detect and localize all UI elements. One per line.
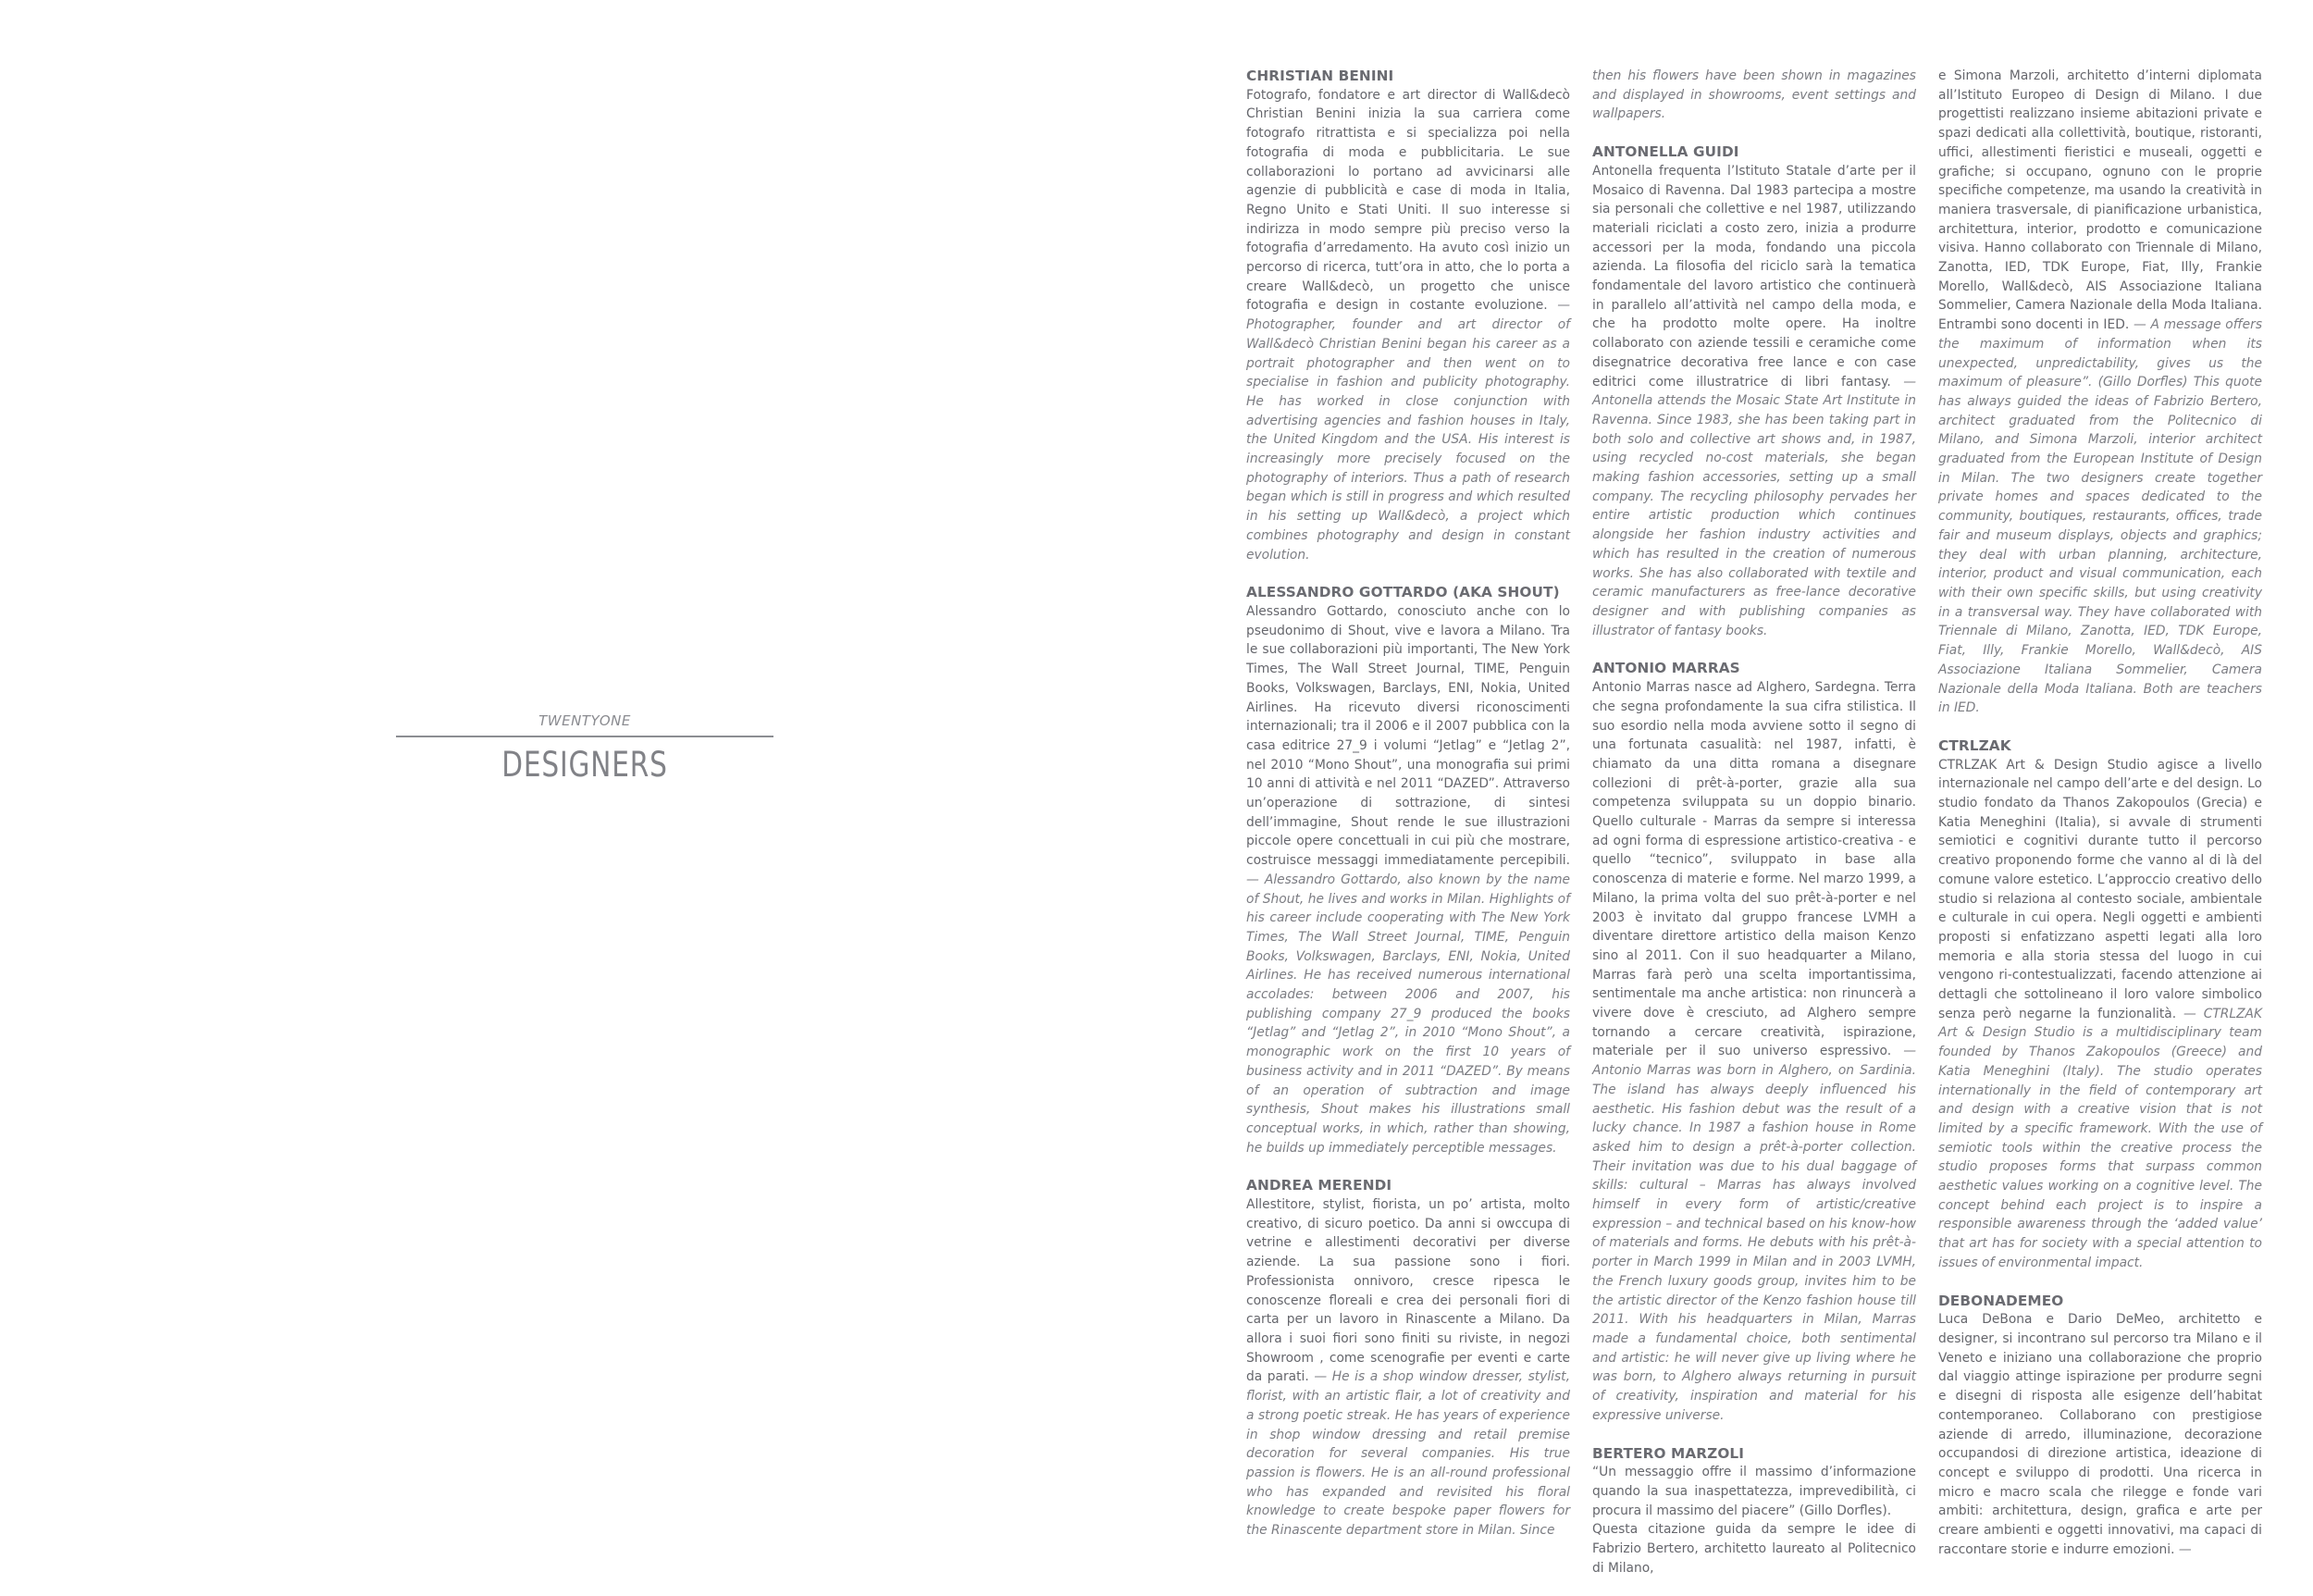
continued-bertero-marzoli	[1938, 67, 2262, 718]
designer-entry-gottardo	[1246, 583, 1570, 1157]
continued-text	[1592, 67, 1916, 124]
bio-italian: Allestitore, stylist, fiorista, un po’ artista, molto creativo, di sicuro poetico. Da anni si owccupa di vetrine e allestimenti decorativi per diverse aziende. La sua passione sono i fiori. Professionista onnivoro, cresce ripesca le conoscenze floreali e crea dei personali fiori di carta per un lavoro in Rinascente a Milano. Da allora i suoi fiori sono finiti su riviste, in negozi Showroom , come scenografie per eventi e carte da parati.	[1246, 1197, 1570, 1385]
designer-bio	[1592, 162, 1916, 641]
bio-english: A message offers the maximum of information when its unexpected, unpredictability, gives us the maximum of pleasure”. (Gillo Dorfles) This quote has always guided the ideas of Fabrizio Bertero, architect graduated from the Politecnico di Milano, and Simona Marzoli, interior architect graduated from the European Institute of Design in Milan. The two designers create together private homes and spaces dedicated to the community, boutiques, restaurants, offices, trade fair and museum displays, objects and graphics; they deal with urban planning, architecture, interior, product and visual communication, each with their own specific skills, but using creativity in a transversal way. They have collaborated with Triennale di Milano, Zanotta, IED, TDK Europe, Fiat, Illy, Frankie Morello, Wall&decò, AIS Associazione Italiana Sommelier, Camera Nazionale della Moda Italiana. Both are teachers in IED.	[1938, 317, 2263, 716]
text-column-2	[1592, 67, 1916, 1596]
text-column-3	[1938, 67, 2262, 1577]
separator-dash: —	[2183, 1006, 2196, 1021]
bio-italian: CTRLZAK Art & Design Studio agisce a livello internazionale nel campo dell’arte e del design. Lo studio fondato da Thanos Zakopoulos (Grecia) e Katia Meneghini (Italia), si avvale di strumenti semiotici e cognitivi durante tutto il percorso creativo proponendo forme che vanno al di là del comune valore estetico. L’approccio creativo dello studio si relaziona al contesto sociale, ambientale e culturale in cui opera. Negli oggetti e ambienti proposti si enfatizzano aspetti legati alla loro memoria e alla storia stessa del luogo in cui vengono ri-contestualizzati, facendo attenzione ai dettagli che sottolineano il loro valore simbolico senza però negarne la funzionalità.	[1938, 757, 2262, 1021]
designer-name: BERTERO MARZOLI	[1592, 1444, 1745, 1462]
designer-quote: “Un messaggio offre il massimo d’informazione quando la sua inaspettatezza, imprevedibilità, ci procura il massimo del piacere” (Gillo Dorfles).	[1592, 1465, 1916, 1518]
bio-english: Antonella attends the Mosaic State Art Institute in Ravenna. Since 1983, she has been taking part in both solo and collective art shows and, in 1987, using recycled no-cost materials, she began making fashion accessories, setting up a small company. The recycling philosophy pervades her entire artistic production which continues alongside her fashion industry activities and which has resulted in the creation of numerous works. She has also collaborated with textile and ceramic manufacturers as free-lance decorative designer and with publishing companies as illustrator of fantasy books.	[1592, 393, 1916, 638]
bio-english: He is a shop window dresser, stylist, florist, with an artistic flair, a lot of creativity and a strong poetic streak. He has years of experience in shop window dressing and retail premise decoration for several companies. His true passion is flowers. He is an all-round professional who has expanded and revisited his floral knowledge to create bespoke paper flowers for the Rinascente department store in Milan. Since	[1246, 1369, 1570, 1539]
designer-name: DEBONADEMEO	[1938, 1292, 2064, 1309]
designer-entry-benini	[1246, 67, 1570, 564]
designer-entry-marras	[1592, 659, 1916, 1425]
designer-entry-debonademeo	[1938, 1292, 2262, 1560]
separator-dash: —	[1557, 298, 1570, 314]
separator-dash: —	[1903, 374, 1917, 390]
separator-dash: —	[2178, 1541, 2192, 1557]
section-title-block	[396, 712, 773, 785]
separator-dash: —	[1903, 1044, 1916, 1059]
designer-entry-ctrlzak	[1938, 736, 2262, 1273]
designer-bio	[1938, 1310, 2262, 1559]
bio-italian: Luca DeBona e Dario DeMeo, architetto e designer, si incontrano sul percorso tra Milano e il Veneto e iniziano una collaborazione che proprio dal viaggio attinge ispirazione per produrre segni e disegni di risposta alle esigenze dell’habitat contemporaneo. Collaborano con prestigiose aziende di arredo, illuminazione, decorazione occupandosi di direzione artistica, ideazione di concept e sviluppo di prodotti. Una ricerca in micro e macro scala che rilegge e fonde vari ambiti: architettura, design, grafica e arte per creare ambienti e oggetti innovativi, ma capaci di raccontare storie e indurre emozioni.	[1938, 1312, 2262, 1557]
designer-bio	[1938, 67, 2262, 718]
designer-bio	[1246, 1195, 1570, 1540]
designer-name: ANTONELLA GUIDI	[1592, 143, 1739, 161]
bio-english: Alessandro Gottardo, also known by the name of Shout, he lives and works in Milan. Highlights of his career include cooperating with The New York Times, The Wall Street Journal, TIME, Penguin Books, Volkswagen, Barclays, ENI, Nokia, United Airlines. He has received numerous international accolades: between 2006 and 2007, his publishing company 27_9 produced the books “Jetlag” and “Jetlag 2”, in 2010 “Mono Shout”, a monographic work on the first 10 years of business activity and in 2011 “DAZED”. By means of an operation of subtraction and image synthesis, Shout makes his illustrations small conceptual works, in which, rather than showing, he builds up immediately perceptible messages.	[1246, 872, 1570, 1156]
designer-bio	[1938, 756, 2262, 1273]
designer-name: ALESSANDRO GOTTARDO (AKA SHOUT)	[1246, 584, 1560, 601]
bio-italian: Alessandro Gottardo, conosciuto anche con lo pseudonimo di Shout, vive e lavora a Milano. Tra le sue collaborazioni più importanti, The New York Times, The Wall Street Journal, TIME, Penguin Books, Volkswagen, Barclays, ENI, Nokia, United Airlines. Ha ricevuto diversi riconoscimenti internazionali; tra il 2006 e il 2007 pubblica con la casa editrice 27_9 i volumi “Jetlag” e “Jetlag 2”, nel 2010 “Mono Shout”, una monografia sui primi 10 anni di attività e nel 2011 “DAZED”. Attraverso un’operazione di sottrazione, di sintesi dell’immagine, Shout rende le sue illustrazioni piccole opere concettuali in cui più che mostrare, costruisce messaggi immediatamente percepibili.	[1246, 603, 1570, 869]
designer-name: ANDREA MERENDI	[1246, 1177, 1392, 1194]
designer-bio: Questa citazione guida da sempre le idee di Fabrizio Bertero, architetto laureato al Politecnico di Milano,	[1592, 1522, 1916, 1576]
designer-name: CHRISTIAN BENINI	[1246, 68, 1394, 84]
designer-entry-merendi	[1246, 1176, 1570, 1540]
separator-dash: —	[2133, 317, 2146, 333]
designer-bio	[1246, 602, 1570, 1157]
title-rule	[396, 736, 773, 737]
bio-english-continued: then his flowers have been shown in magazines and displayed in showrooms, event settings and wallpapers.	[1592, 68, 1916, 122]
bio-english: Photographer, founder and art director of Wall&decò Christian Benini began his career as a portrait photographer and then went on to specialise in fashion and publicity photography. He has worked in close conjunction with advertising agencies and fashion houses in Italy, the United Kingdom and the USA. His interest is increasingly more precisely focused on the photography of interiors. Thus a path of research began which is still in progress and which resulted in his setting up Wall&decò, a project which combines photography and design in constant evolution.	[1246, 317, 1570, 563]
designer-name: CTRLZAK	[1938, 736, 2011, 754]
bio-italian: Antonio Marras nasce ad Alghero, Sardegna. Terra che segna profondamente la sua cifra stilistica. Il suo esordio nella moda avviene sotto il segno di una fortunata casualità: nel 1987, infatti, è chiamato da una ditta romana a disegnare collezioni di prêt-à-porter, grazie alla sua competenza sviluppata su un doppio binario. Quello culturale - Marras da sempre si interessa ad ogni forma di espressione artistico-creativa - e quello “tecnico”, sviluppato in base alla conoscenza di materie e forme. Nel marzo 1999, a Milano, la prima volta del suo prêt-à-porter e nel 2003 è invitato dal gruppo francese LVMH a diventare direttore artistico della maison Kenzo sino al 2011. Con il suo headquarter a Milano, Marras farà però una scelta importantissima, sentimentale ma anche artistica: non rinuncerà a vivere dove è cresciuto, ad Alghero sempre tornando a cercare creatività, ispirazione, materiale per il suo universo espressivo.	[1592, 680, 1916, 1059]
text-column-1	[1246, 67, 1570, 1559]
section-kicker: TWENTYONE	[538, 712, 631, 729]
separator-dash: —	[1314, 1369, 1328, 1385]
bio-italian: Antonella frequenta l’Istituto Statale d’arte per il Mosaico di Ravenna. Dal 1983 partecipa a mostre sia personali che collettive e nel 1987, utilizzando materiali riciclati a costo zero, inizia a produrre accessori per la moda, fondando una piccola azienda. La filosofia del riciclo sarà la tematica fondamentale del lavoro artistico che continuerà in parallelo all’attività nel campo della moda, e che ha prodotto molte opere. Ha inoltre collaborato con aziende tessili e ceramiche come disegnatrice decorativa free lance e con case editrici come illustratrice di libri fantasy.	[1592, 163, 1916, 390]
designer-name: ANTONIO MARRAS	[1592, 660, 1740, 677]
designer-bio	[1246, 86, 1570, 565]
bio-english: CTRLZAK Art & Design Studio is a multidisciplinary team founded by Thanos Zakopoulos (Greece) and Katia Meneghini (Italy). The studio operates internationally in the field of contemporary art and design with a creative vision that is not limited by a specific framework. With the use of semiotic tools within the creative process the studio proposes forms that surpass common aesthetic values working on a cognitive level. The concept behind each project is to inspire a responsible awareness through the ‘added value’ that art has for society with a special attention to issues of environmental impact.	[1938, 1006, 2263, 1270]
designer-entry-guidi	[1592, 142, 1916, 640]
bio-english: Antonio Marras was born in Alghero, on Sardinia. The island has always deeply influenced his aesthetic. His fashion debut was the result of a lucky chance. In 1987 a fashion house in Rome asked him to design a prêt-à-porter collection. Their invitation was due to his dual baggage of skills: cultural – Marras has always involved himself in every form of artistic/creative expression – and technical based on his know-how of materials and forms. He debuts with his prêt-à-porter in March 1999 in Milan and in 2003 LVMH, the French luxury goods group, invites him to be the artistic director of the Kenzo fashion house till 2011. With his headquarters in Milan, Marras made a fundamental choice, both sentimental and artistic: he will never give up living where he was born, to Alghero always returning in pursuit of creativity, inspiration and material for his expressive universe.	[1592, 1063, 1916, 1423]
separator-dash: —	[1246, 872, 1259, 887]
section-title: DESIGNERS	[501, 745, 668, 785]
designer-bio	[1592, 678, 1916, 1425]
designer-entry-bertero-marzoli	[1592, 1444, 1916, 1578]
bio-italian: Fotografo, fondatore e art director di Wall&decò Christian Benini inizia la sua carriera come fotografo ritrattista e si specializza poi nella fotografia di moda e pubblicitaria. Le sue collaborazioni lo portano ad avvicinarsi alle agenzie di pubblicità e case di moda in Italia, Regno Unito e Stati Uniti. Il suo interesse si indirizza in modo sempre più preciso verso la fotografia d’arredamento. Ha avuto così inizio un percorso di ricerca, tutt’ora in atto, che lo porta a creare Wall&decò, un progetto che unisce fotografia e design in costante evoluzione.	[1246, 87, 1570, 314]
bio-italian: e Simona Marzoli, architetto d’interni diplomata all’Istituto Europeo di Design di Milano. I due progettisti realizzano insieme abitazioni private e spazi dedicati alla collettività, boutique, ristoranti, uffici, allestimenti fieristici e museali, oggetti e grafiche; si occupano, ognuno con le proprie specifiche competenze, ma usando la creatività in maniera trasversale, di pianificazione urbanistica, architettura, interior, prodotto e comunicazione visiva. Hanno collaborato con Triennale di Milano, Zanotta, IED, TDK Europe, Fiat, Illy, Frankie Morello, Wall&decò, AIS Associazione Italiana Sommelier, Camera Nazionale della Moda Italiana. Entrambi sono docenti in IED.	[1938, 68, 2262, 333]
